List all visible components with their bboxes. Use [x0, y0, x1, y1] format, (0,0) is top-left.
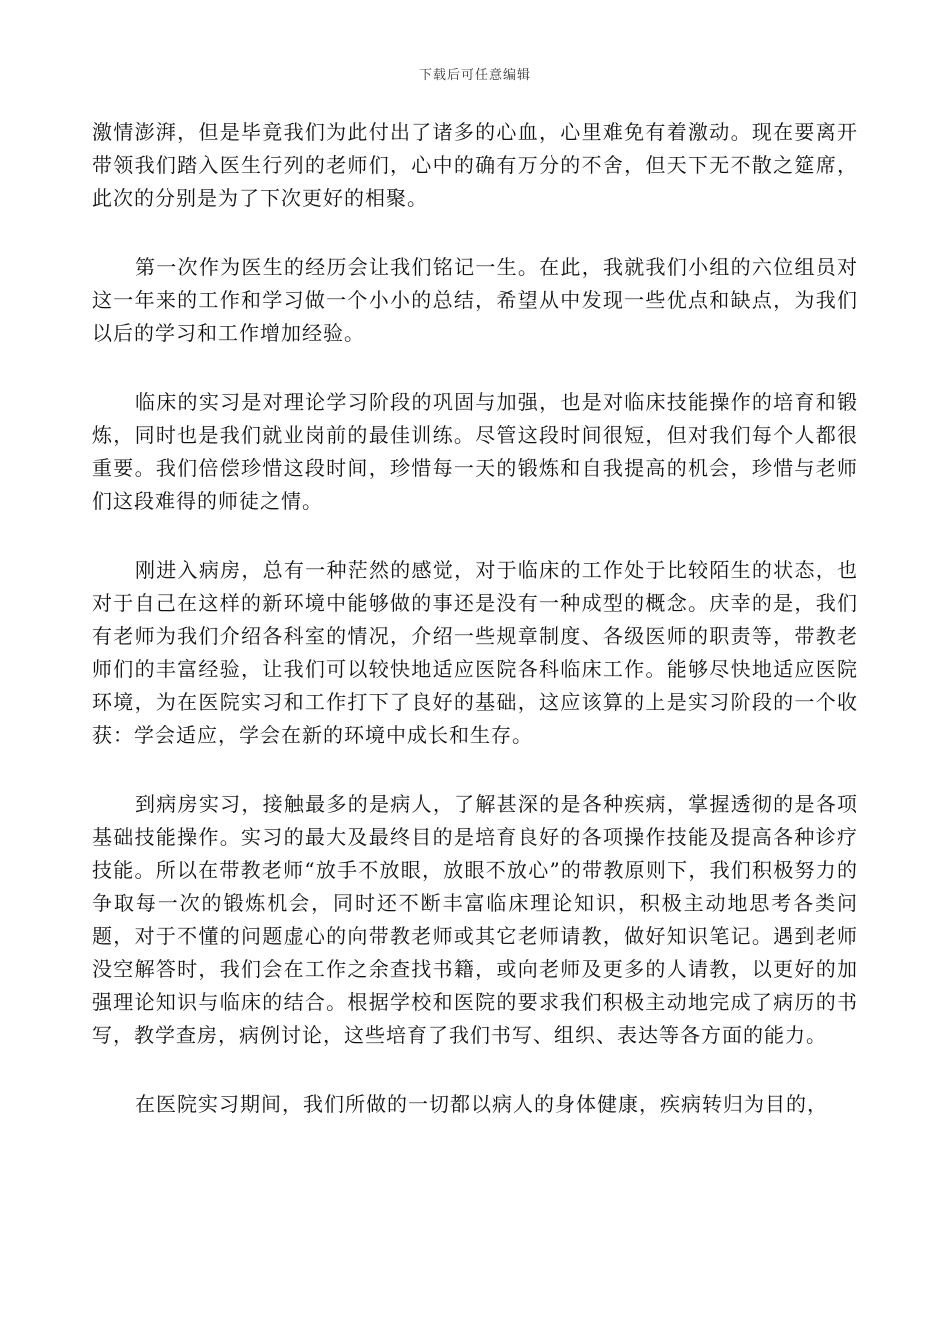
paragraph-continuation: 激情澎湃，但是毕竟我们为此付出了诸多的心血，心里难免有着激动。现在要离开带领我们踏入医生行列的老师们，心中的确有万分的不舍，但天下无不散之筵席，此次的分别是为了下次更好的相聚。: [92, 120, 858, 210]
paragraph-truncated: 在医院实习期间，我们所做的一切都以病人的身体健康，疾病转归为目的，: [135, 1092, 828, 1116]
paragraph: 第一次作为医生的经历会让我们铭记一生。在此，我就我们小组的六位组员对这一年来的工作和学习做一个小小的总结，希望从中发现一些优点和缺点，为我们以后的学习和工作增加经验。: [92, 255, 858, 345]
paragraph: 到病房实习，接触最多的是病人，了解甚深的是各种疾病，掌握透彻的是各项基础技能操作。实习的最大及最终目的是培育良好的各项操作技能及提高各种诊疗技能。所以在带教老师“放手不放眼，放眼不放心”的带教原则下，我们积极努力的争取每一次的锻炼机会，同时还不断丰富临床理论知识，积极主动地思考各类问题，对于不懂的问题虚心的向带教老师或其它老师请教，做好知识笔记。遇到老师没空解答时，我们会在工作之余查找书籍，或向老师及更多的人请教，以更好的加强理论知识与临床的结合。根据学校和医院的要求我们积极主动地完成了病历的书写，教学查房，病例讨论，这些培育了我们书写、组织、表达等各方面的能力。: [92, 792, 858, 1047]
paragraph: 临床的实习是对理论学习阶段的巩固与加强，也是对临床技能操作的培育和锻炼，同时也是我们就业岗前的最佳训练。尽管这段时间很短，但对我们每个人都很重要。我们倍偿珍惜这段时间，珍惜每一天的锻炼和自我提高的机会，珍惜与老师们这段难得的师徒之情。: [92, 390, 858, 513]
paragraph: 刚进入病房，总有一种茫然的感觉，对于临床的工作处于比较陌生的状态，也对于自己在这样的新环境中能够做的事还是没有一种成型的概念。庆幸的是，我们有老师为我们介绍各科室的情况，介绍一些规章制度、各级医师的职责等，带教老师们的丰富经验，让我们可以较快地适应医院各科临床工作。能够尽快地适应医院环境，为在医院实习和工作打下了良好的基础，这应该算的上是实习阶段的一个收获：学会适应，学会在新的环境中成长和生存。: [92, 558, 858, 747]
document-body: [92, 116, 858, 1157]
page-header: 下载后可任意编辑: [418, 68, 531, 83]
